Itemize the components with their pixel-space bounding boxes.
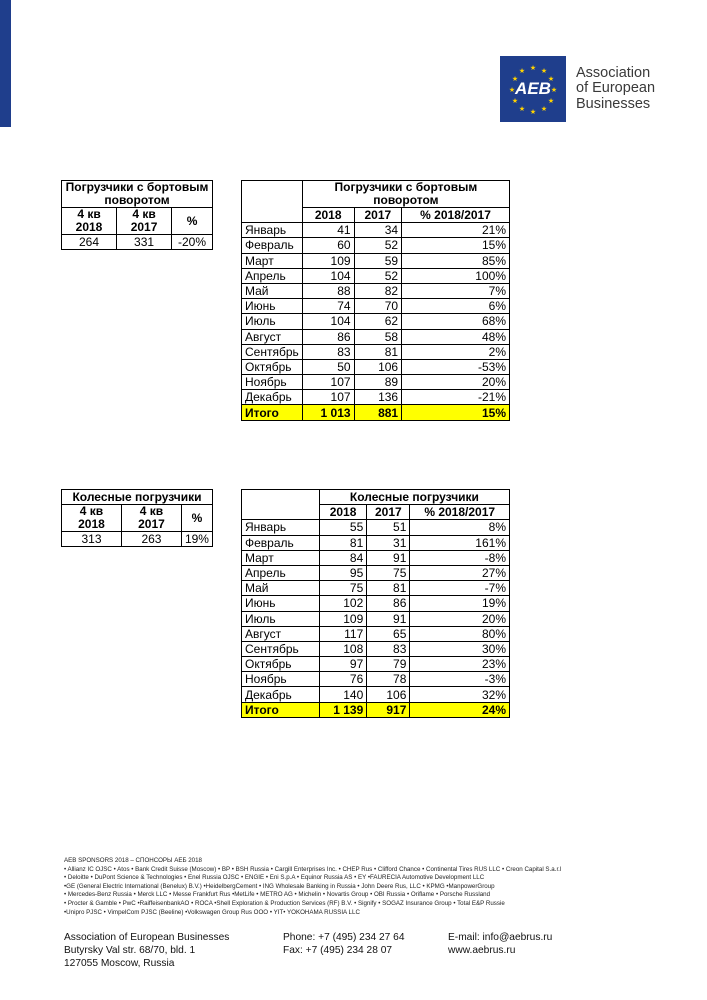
col-q2017: 4 кв 2017 xyxy=(117,208,172,235)
svg-text:★: ★ xyxy=(518,68,526,75)
total-2017: 881 xyxy=(354,405,402,420)
value-pct: 6% xyxy=(402,299,510,314)
table-row xyxy=(242,641,510,656)
table-row xyxy=(242,390,510,405)
total-2017: 917 xyxy=(367,702,410,717)
table-row xyxy=(242,223,510,238)
value-pct: -20% xyxy=(172,235,213,250)
value-2018: 84 xyxy=(319,550,366,565)
month-cell: Октябрь xyxy=(242,359,303,374)
sponsors-line: •GE (General Electric International (Benelux) B.V.) •HeidelbergCement • ING Wholesale Banking in Russia • John Deere Rus, LLC • KPMG •ManpowerGroup xyxy=(64,882,495,890)
value-2017: 263 xyxy=(121,532,181,547)
value-2018: 75 xyxy=(319,581,366,596)
table-row xyxy=(242,359,510,374)
skid-steer-quarter-table xyxy=(61,180,213,250)
value-pct: 19% xyxy=(410,596,510,611)
value-2018: 97 xyxy=(319,657,366,672)
month-cell: Ноябрь xyxy=(242,672,320,687)
value-pct: 30% xyxy=(410,641,510,656)
table-row xyxy=(242,581,510,596)
month-cell: Апрель xyxy=(242,268,303,283)
svg-text:★: ★ xyxy=(511,98,519,105)
sponsors-line: • Mercedes-Benz Russia • Merck LLC • Messe Frankfurt Rus •MetLife • METRO AG • Michelin • Novartis Group • OBI Russia • Oriflame • Porsche Russland xyxy=(64,891,491,899)
total-label: Итого xyxy=(242,702,320,717)
value-2017: 83 xyxy=(367,641,410,656)
logo-line1: Association xyxy=(576,64,651,81)
table-row xyxy=(242,611,510,626)
value-pct: 7% xyxy=(402,283,510,298)
table-row xyxy=(242,253,510,268)
value-2018: 313 xyxy=(62,532,122,547)
value-2018: 76 xyxy=(319,672,366,687)
value-pct: 48% xyxy=(402,329,510,344)
month-cell: Август xyxy=(242,329,303,344)
logo-line3: Businesses xyxy=(576,95,651,112)
value-2018: 140 xyxy=(319,687,366,702)
value-2018: 104 xyxy=(302,268,354,283)
value-2017: 86 xyxy=(367,596,410,611)
value-2018: 108 xyxy=(319,641,366,656)
blue-edge-bar xyxy=(0,0,11,127)
value-pct: 8% xyxy=(410,520,510,535)
svg-text:★: ★ xyxy=(547,98,555,105)
svg-text:★: ★ xyxy=(529,109,537,116)
value-2017: 89 xyxy=(354,375,402,390)
table-row xyxy=(242,535,510,550)
value-pct: -53% xyxy=(402,359,510,374)
sponsors-line: • Allianz IC OJSC • Atos • Bank Credit Suisse (Moscow) • BP • BSH Russia • Cargill Enterprises Inc. • CHEP Rus • Clifford Chance • Continental Tires RUS LLC • Creon Capital S.a.r.l xyxy=(64,865,562,873)
value-2018: 107 xyxy=(302,375,354,390)
fax: Fax: +7 (495) 234 28 07 xyxy=(283,945,393,957)
address-line1: Association of European Businesses xyxy=(64,932,230,943)
value-2017: 58 xyxy=(354,329,402,344)
value-2018: 88 xyxy=(302,283,354,298)
value-2017: 106 xyxy=(354,359,402,374)
eu-stars-emblem xyxy=(500,56,566,122)
table-row xyxy=(242,626,510,641)
sponsors-line: AEB SPONSORS 2018 – СПОНСОРЫ АЕБ 2018 xyxy=(64,857,202,864)
total-row xyxy=(242,405,510,420)
value-2017: 91 xyxy=(367,611,410,626)
col-q2018: 4 кв 2018 xyxy=(62,505,122,532)
total-pct: 24% xyxy=(410,702,510,717)
table-title: Колесные погрузчики xyxy=(319,490,509,505)
value-pct: 2% xyxy=(402,344,510,359)
value-2017: 52 xyxy=(354,238,402,253)
sponsors-block xyxy=(64,857,664,917)
month-cell: Август xyxy=(242,626,320,641)
table-title: Колесные погрузчики xyxy=(62,490,213,505)
table-row xyxy=(242,268,510,283)
value-2017: 70 xyxy=(354,299,402,314)
value-2018: 60 xyxy=(302,238,354,253)
col-q2017: 4 кв 2017 xyxy=(121,505,181,532)
value-2018: 83 xyxy=(302,344,354,359)
value-2017: 75 xyxy=(367,565,410,580)
wheel-loader-monthly-table xyxy=(241,489,510,718)
value-2018: 50 xyxy=(302,359,354,374)
month-cell: Январь xyxy=(242,223,303,238)
value-2017: 331 xyxy=(117,235,172,250)
skid-steer-monthly-table xyxy=(241,180,510,421)
wheel-loader-quarter-table xyxy=(61,489,213,547)
table-row xyxy=(242,283,510,298)
value-pct: -8% xyxy=(410,550,510,565)
total-2018: 1 013 xyxy=(302,405,354,420)
phone: Phone: +7 (495) 234 27 64 xyxy=(283,932,405,943)
logo-abbr: AEB xyxy=(515,79,551,98)
value-pct: 20% xyxy=(410,611,510,626)
value-2017: 62 xyxy=(354,314,402,329)
col-2018: 2018 xyxy=(319,505,366,520)
value-2017: 79 xyxy=(367,657,410,672)
value-pct: 21% xyxy=(402,223,510,238)
month-cell: Октябрь xyxy=(242,657,320,672)
value-pct: -3% xyxy=(410,672,510,687)
table-row xyxy=(242,344,510,359)
col-pct: % 2018/2017 xyxy=(402,208,510,223)
total-2018: 1 139 xyxy=(319,702,366,717)
value-2017: 106 xyxy=(367,687,410,702)
blank-corner xyxy=(242,181,303,223)
col-pct: % xyxy=(181,505,212,532)
value-pct: 32% xyxy=(410,687,510,702)
table-row xyxy=(242,299,510,314)
value-2018: 55 xyxy=(319,520,366,535)
total-label: Итого xyxy=(242,405,303,420)
total-row xyxy=(242,702,510,717)
value-2018: 41 xyxy=(302,223,354,238)
value-2018: 107 xyxy=(302,390,354,405)
svg-text:★: ★ xyxy=(547,76,555,83)
svg-text:★: ★ xyxy=(511,76,519,83)
month-cell: Июнь xyxy=(242,299,303,314)
month-cell: Сентябрь xyxy=(242,641,320,656)
value-pct: -21% xyxy=(402,390,510,405)
month-cell: Декабрь xyxy=(242,390,303,405)
value-2017: 78 xyxy=(367,672,410,687)
logo-line2: of European xyxy=(576,80,656,97)
logo-text xyxy=(576,66,655,113)
value-2017: 51 xyxy=(367,520,410,535)
website-link[interactable]: www.aebrus.ru xyxy=(448,945,516,957)
table-row xyxy=(242,672,510,687)
month-cell: Июль xyxy=(242,314,303,329)
value-pct: 161% xyxy=(410,535,510,550)
table-row xyxy=(242,565,510,580)
sponsors-line: • Deloitte • DuPont Science & Technologies • Enel Russia OJSC • ENGIE • Eni S.p.A • Equinor Russia AS • EY •FAURECIA Automotive Development LLC xyxy=(64,874,485,882)
col-2018: 2018 xyxy=(302,208,354,223)
table-row xyxy=(242,520,510,535)
email-link[interactable]: E-mail: info@aebrus.ru xyxy=(448,932,553,943)
table-row xyxy=(242,596,510,611)
value-2017: 59 xyxy=(354,253,402,268)
month-cell: Март xyxy=(242,253,303,268)
value-2018: 109 xyxy=(319,611,366,626)
value-2017: 52 xyxy=(354,268,402,283)
value-pct: 80% xyxy=(410,626,510,641)
month-cell: Декабрь xyxy=(242,687,320,702)
month-cell: Апрель xyxy=(242,565,320,580)
email-web xyxy=(448,931,552,957)
month-cell: Январь xyxy=(242,520,320,535)
value-2018: 81 xyxy=(319,535,366,550)
value-pct: 19% xyxy=(181,532,212,547)
month-cell: Май xyxy=(242,283,303,298)
month-cell: Февраль xyxy=(242,535,320,550)
value-pct: 20% xyxy=(402,375,510,390)
table-title: Погрузчики с бортовым поворотом xyxy=(302,181,509,208)
table-row xyxy=(242,687,510,702)
svg-text:★: ★ xyxy=(540,68,548,75)
month-cell: Май xyxy=(242,581,320,596)
month-cell: Июнь xyxy=(242,596,320,611)
address-line3: 127055 Moscow, Russia xyxy=(64,958,175,970)
value-2017: 34 xyxy=(354,223,402,238)
value-2018: 104 xyxy=(302,314,354,329)
month-cell: Сентябрь xyxy=(242,344,303,359)
value-2017: 81 xyxy=(354,344,402,359)
month-cell: Февраль xyxy=(242,238,303,253)
value-pct: -7% xyxy=(410,581,510,596)
postal-address xyxy=(64,931,229,971)
svg-text:★: ★ xyxy=(550,87,558,94)
value-2018: 86 xyxy=(302,329,354,344)
month-cell: Март xyxy=(242,550,320,565)
sponsors-line: • Procter & Gamble • PwC •RaiffeisenbankAO • ROCA •Shell Exploration & Production Services (RF) B.V. • Signify • SOGAZ Insurance Group • Total E&P Russie xyxy=(64,899,505,907)
table-row xyxy=(242,314,510,329)
col-2017: 2017 xyxy=(367,505,410,520)
table-row xyxy=(242,329,510,344)
value-2017: 65 xyxy=(367,626,410,641)
value-2018: 95 xyxy=(319,565,366,580)
value-2018: 109 xyxy=(302,253,354,268)
month-cell: Ноябрь xyxy=(242,375,303,390)
table-row xyxy=(242,238,510,253)
table-row xyxy=(242,375,510,390)
value-pct: 23% xyxy=(410,657,510,672)
svg-text:★: ★ xyxy=(529,65,537,72)
table-row xyxy=(242,550,510,565)
value-pct: 27% xyxy=(410,565,510,580)
table-row xyxy=(242,657,510,672)
value-pct: 85% xyxy=(402,253,510,268)
total-pct: 15% xyxy=(402,405,510,420)
svg-text:★: ★ xyxy=(518,106,526,113)
col-pct: % xyxy=(172,208,213,235)
sponsors-line: •Unipro PJSC • VimpelCom PJSC (Beeline) •Volkswagen Group Rus OOO • YIT• YOKOHAMA RUSSIA LLC xyxy=(64,908,360,916)
value-pct: 15% xyxy=(402,238,510,253)
blank-corner xyxy=(242,490,320,520)
svg-text:★: ★ xyxy=(540,106,548,113)
table-title: Погрузчики с бортовым поворотом xyxy=(62,181,213,208)
col-q2018: 4 кв 2018 xyxy=(62,208,117,235)
svg-text:★: ★ xyxy=(508,87,516,94)
col-pct: % 2018/2017 xyxy=(410,505,510,520)
address-line2: Butyrsky Val str. 68/70, bld. 1 xyxy=(64,945,196,957)
value-2017: 136 xyxy=(354,390,402,405)
value-2018: 102 xyxy=(319,596,366,611)
value-2018: 117 xyxy=(319,626,366,641)
value-2017: 82 xyxy=(354,283,402,298)
value-2017: 81 xyxy=(367,581,410,596)
aeb-logo xyxy=(500,56,655,122)
value-pct: 100% xyxy=(402,268,510,283)
col-2017: 2017 xyxy=(354,208,402,223)
value-2018: 74 xyxy=(302,299,354,314)
value-2018: 264 xyxy=(62,235,117,250)
value-2017: 91 xyxy=(367,550,410,565)
phone-fax xyxy=(283,931,405,957)
value-2017: 31 xyxy=(367,535,410,550)
month-cell: Июль xyxy=(242,611,320,626)
value-pct: 68% xyxy=(402,314,510,329)
